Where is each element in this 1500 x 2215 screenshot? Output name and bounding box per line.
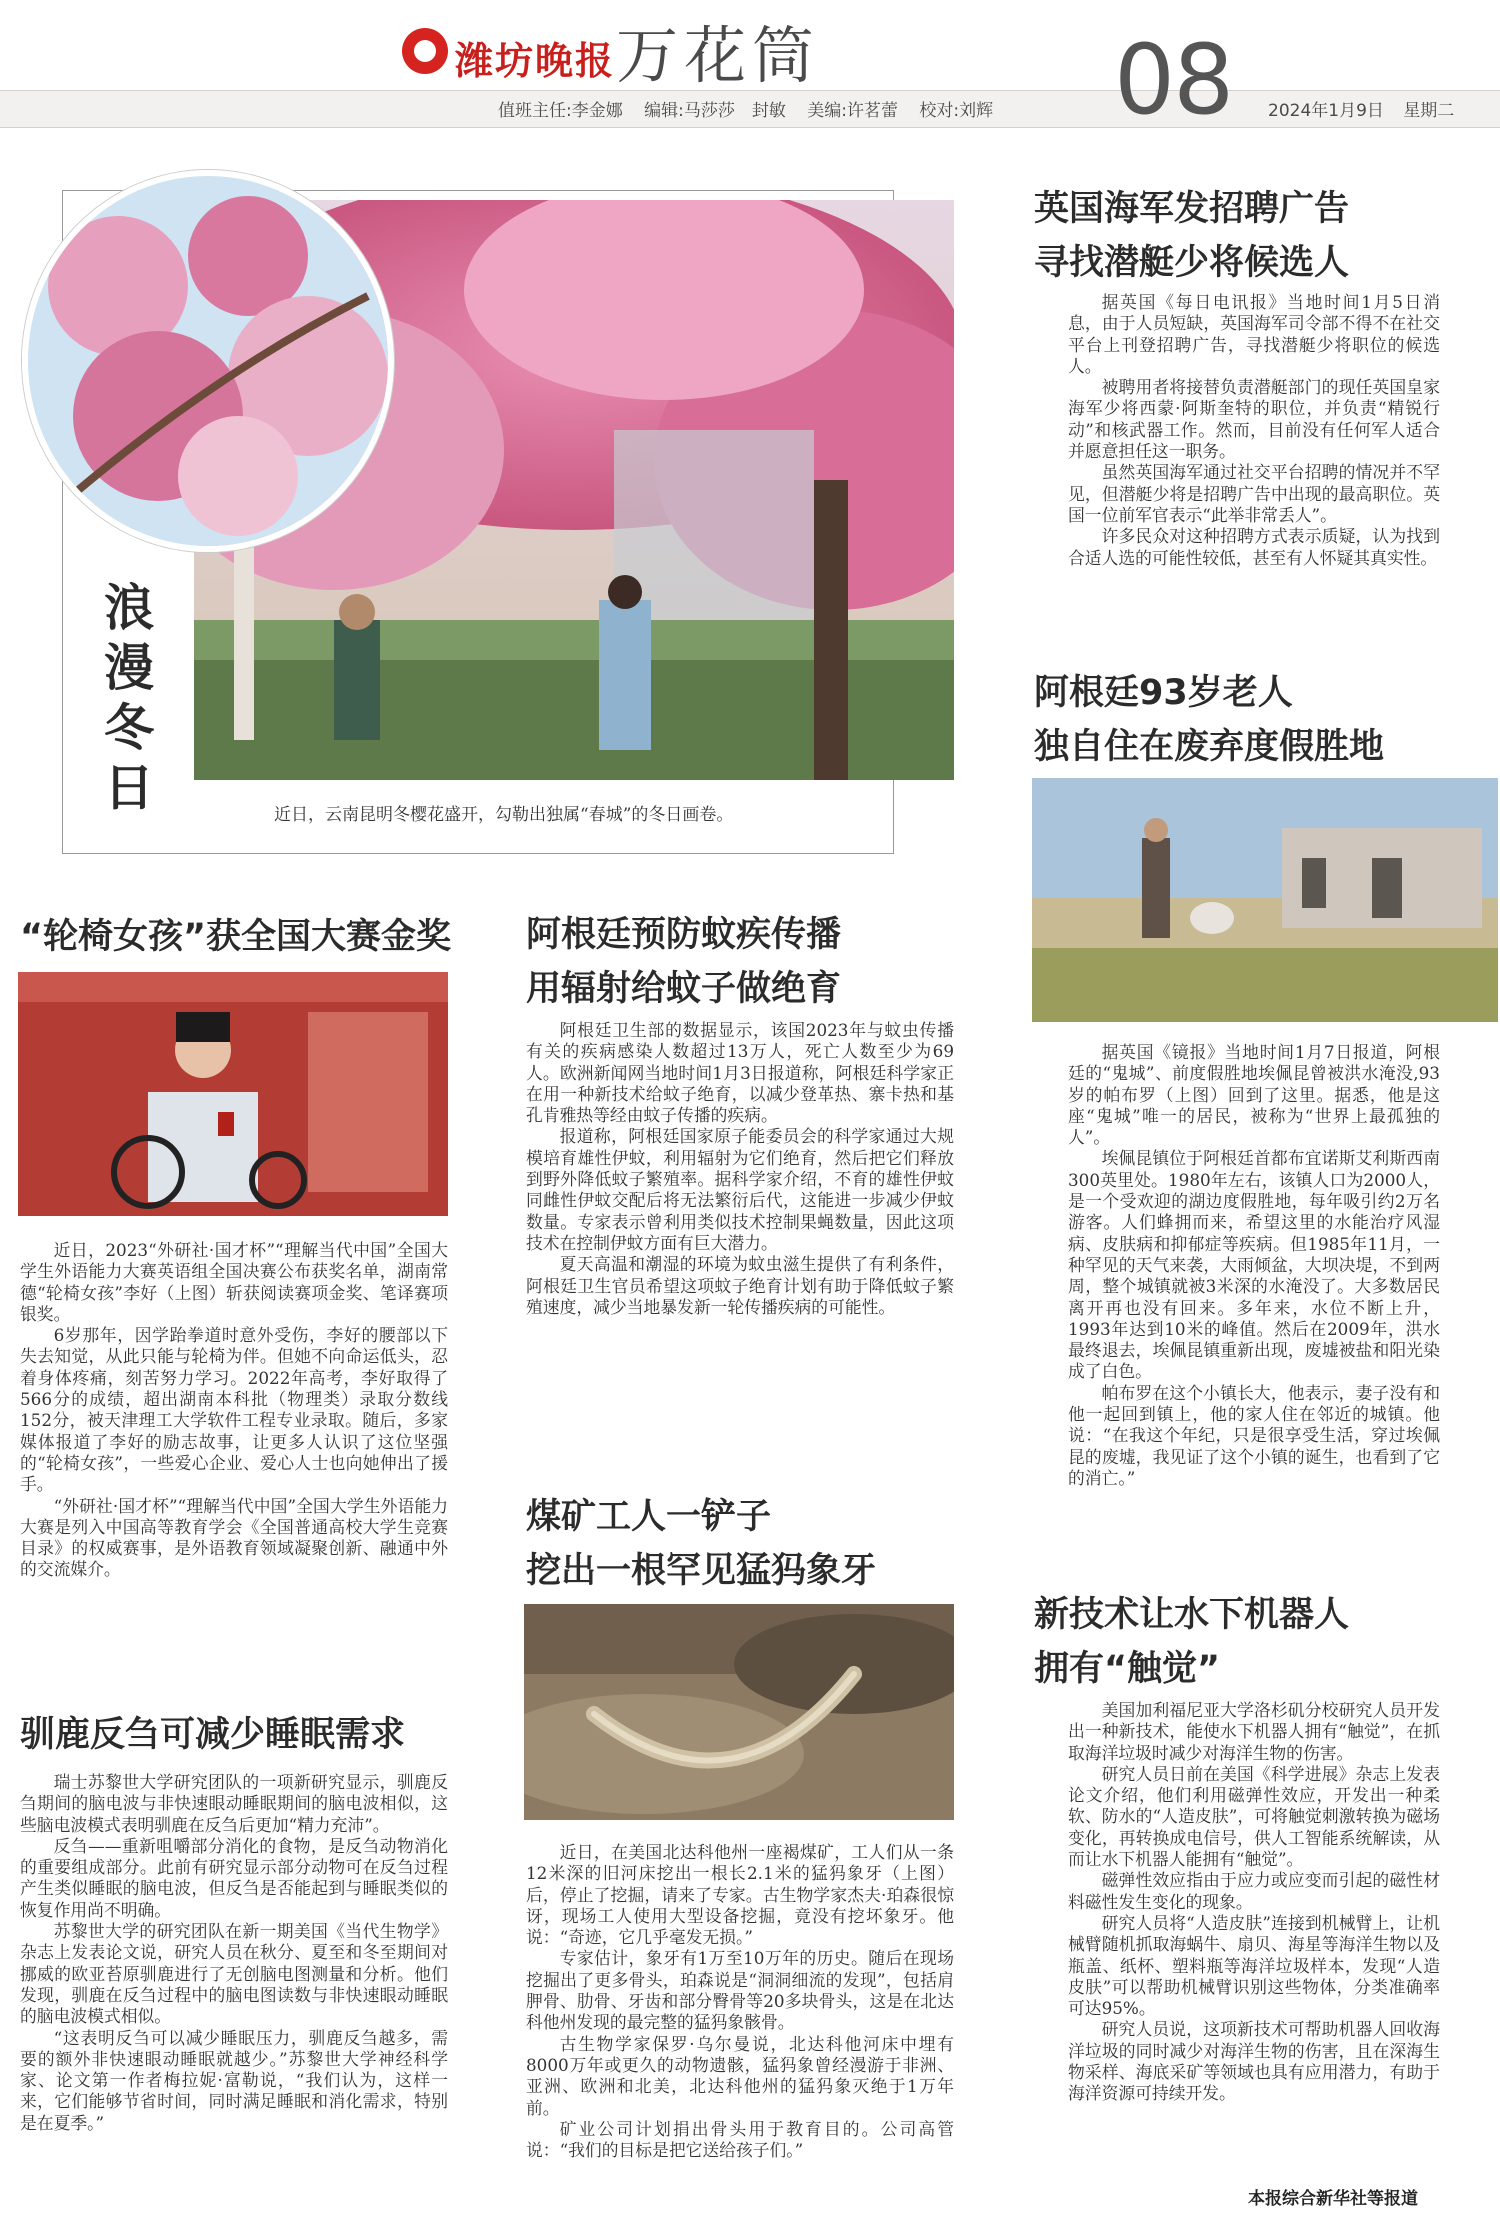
old-man-paragraph: 埃佩昆镇位于阿根廷首都布宜诺斯艾利斯西南300英里处。1980年左右，该镇人口为2000人，是一个受欢迎的湖边度假胜地，每年吸引约2万名游客。人们蜂拥而来，希望这里的水能治疗风湿病、皮肤病和抑郁症等疾病。但1985年11月，一种罕见的天气来袭，大雨倾盆，大坝决堤，不到两周，整个城镇就被3米深的水淹没了。大多数居民离开再也没有回来。多年来，水位不断上升，1993年达到10米的峰值。然后在2009年，洪水最终退去，埃佩昆镇重新出现，废墟被盐和阳光染成了白色。 [1068,1148,1440,1382]
reindeer-paragraph: 瑞士苏黎世大学研究团队的一项新研究显示，驯鹿反刍期间的脑电波与非快速眼动睡眠期间的脑电波相似，这些脑电波模式表明驯鹿在反刍后更加“精力充沛”。 [20,1772,448,1835]
robot-title-line2: 拥有“触觉” [1034,1649,1221,1689]
mammoth-body [526,1842,954,2161]
robot-paragraph: 研究人员将“人造皮肤”连接到机械臂上，让机械臂随机抓取海蜗牛、扇贝、海星等海洋生物以及瓶盖、纸杯、塑料瓶等海洋垃圾样本，发现“人造皮肤”可以帮助机械臂识别这些物体，分类准确率可达95%。 [1068,1912,1440,2019]
old-man-photo [1032,778,1498,1022]
old-man-title-line1: 阿根廷93岁老人 [1034,673,1293,713]
robot-paragraph: 磁弹性效应指由于应力或应变而引起的磁性材料磁性发生变化的现象。 [1068,1870,1440,1912]
feature-caption: 近日，云南昆明冬樱花盛开，勾勒出独属“春城”的冬日画卷。 [274,805,734,825]
navy-paragraph: 虽然英国海军通过社交平台招聘的情况并不罕见，但潜艇少将是招聘广告中出现的最高职位。英国一位前军官表示“此举非常丢人”。 [1068,462,1440,525]
section-title: 万花筒 [616,19,821,92]
old-man-paragraph: 据英国《镜报》当地时间1月7日报道，阿根廷的“鬼城”、前度假胜地埃佩昆曾被洪水淹没,93岁的帕布罗（上图）回到了这里。据悉，他是这座“鬼城”唯一的居民，被称为“世界上最孤独的人”。 [1068,1042,1440,1148]
navy-paragraph: 许多民众对这种招聘方式表示质疑，认为找到合适人选的可能性较低，甚至有人怀疑其真实性。 [1068,526,1440,568]
newspaper-name: 潍坊晚报 [455,39,616,83]
page-number: 08 [1114,24,1233,136]
credit-art-editor: 美编:许茗蕾 [807,101,899,121]
staff-credits [498,96,1009,121]
mosquito-title-line1: 阿根廷预防蚊疾传播 [526,915,842,955]
navy-body [1068,292,1440,569]
mammoth-tusk-photo [524,1604,954,1820]
robot-paragraph: 研究人员日前在美国《科学进展》杂志上发表论文介绍，他们利用磁弹性效应，开发出一种柔软、防水的“人造皮肤”，可将触觉刺激转换为磁场变化，再转换成电信号，供人工智能系统解读，从而让水下机器人能拥有“触觉”。 [1068,1763,1440,1870]
mammoth-paragraph: 近日，在美国北达科他州一座褐煤矿，工人们从一条12米深的旧河床挖出一根长2.1米的猛犸象牙（上图）后，停止了挖掘，请来了专家。古生物学家杰夫·珀森很惊讶，现场工人使用大型设备挖掘，竟没有挖坏象牙。他说：“奇迹，它几乎毫发无损。” [526,1842,954,1948]
source-credit: 本报综合新华社等报道 [1248,2189,1418,2209]
feature-title: 浪漫冬日 [104,579,154,817]
wheelchair-paragraph: “外研社·国才杯”“理解当代中国”全国大学生外语能力大赛是列入中国高等教育学会《全国普通高校大学生竞赛目录》的权威赛事，是外语教育领域凝聚创新、融通中外的交流媒介。 [20,1495,448,1580]
issue-date [1268,96,1468,121]
old-man-title [1034,666,1384,774]
mammoth-title-line1: 煤矿工人一铲子 [526,1497,772,1537]
navy-title [1034,182,1349,290]
weekday-text: 星期二 [1403,101,1455,121]
mosquito-paragraph: 夏天高温和潮湿的环境为蚊虫滋生提供了有利条件，阿根廷卫生官员希望这项蚊子绝育计划有助于降低蚊子繁殖速度，减少当地暴发新一轮传播疾病的可能性。 [526,1254,954,1317]
navy-paragraph: 被聘用者将接替负责潜艇部门的现任英国皇家海军少将西蒙·阿斯奎特的职位，并负责“精锐行动”和核武器工作。然而，目前没有任何军人适合并愿意担任这一职务。 [1068,377,1440,462]
newspaper-logo-icon [402,28,448,74]
old-man-title-line2: 独自住在废弃度假胜地 [1034,727,1385,767]
robot-body [1068,1700,1440,2105]
mosquito-body [526,1020,954,1318]
credit-editor-on-duty: 值班主任:李金娜 [498,101,623,121]
blossom-closeup-inset [22,170,394,552]
mammoth-paragraph: 矿业公司计划捐出骨头用于教育目的。公司高管说：“我们的目标是把它送给孩子们。” [526,2118,954,2161]
old-man-body [1068,1042,1440,1489]
wheelchair-paragraph: 6岁那年，因学跆拳道时意外受伤，李好的腰部以下失去知觉，从此只能与轮椅为伴。但她不向命运低头，忍着身体疼痛，刻苦努力学习。2022年高考，李好取得了566分的成绩，超出湖南本科批（物理类）录取分数线152分，被天津理工大学软件工程专业录取。随后，多家媒体报道了李好的励志故事，让更多人认识了这位坚强的“轮椅女孩”，一些爱心企业、爱心人士也向她伸出了援手。 [20,1325,448,1495]
wheelchair-girl-photo [18,972,448,1216]
mosquito-paragraph: 阿根廷卫生部的数据显示，该国2023年与蚊虫传播有关的疾病感染人数超过13万人，死亡人数至少为69人。欧洲新闻网当地时间1月3日报道称，阿根廷科学家正在用一种新技术给蚊子绝育，以减少登革热、寨卡热和基孔肯雅热等经由蚊子传播的疾病。 [526,1020,954,1126]
reindeer-paragraph: 苏黎世大学的研究团队在新一期美国《当代生物学》杂志上发表论文说，研究人员在秋分、夏至和冬至期间对挪威的欧亚苔原驯鹿进行了无创脑电图测量和分析。他们发现，驯鹿在反刍过程中的脑电图读数与非快速眼动睡眠的脑电波模式相似。 [20,1921,448,2027]
credit-editors: 编辑:马莎莎 封敏 [644,101,786,121]
mosquito-paragraph: 报道称，阿根廷国家原子能委员会的科学家通过大规模培育雄性伊蚊，利用辐射为它们绝育，然后把它们释放到野外降低蚊子繁殖率。据科学家介绍，不育的雄性伊蚊同雌性伊蚊交配后将无法繁衍后代，这能进一步减少伊蚊数量。专家表示曾利用类似技术控制果蝇数量，因此这项技术在控制伊蚊方面有巨大潜力。 [526,1126,954,1253]
reindeer-paragraph: 反刍——重新咀嚼部分消化的食物，是反刍动物消化的重要组成部分。此前有研究显示部分动物可在反刍过程产生类似睡眠的脑电波，但反刍是否能起到与睡眠类似的恢复作用尚不明确。 [20,1835,448,1920]
mammoth-title [526,1490,876,1598]
wheelchair-paragraph: 近日，2023“外研社·国才杯”“理解当代中国”全国大学生外语能力大赛英语组全国决赛公布获奖名单，湖南常德“轮椅女孩”李好（上图）斩获阅读赛项金奖、笔译赛项银奖。 [20,1240,448,1324]
robot-title-line1: 新技术让水下机器人 [1034,1595,1350,1635]
navy-paragraph: 据英国《每日电讯报》当地时间1月5日消息，由于人员短缺，英国海军司令部不得不在社交平台上刊登招聘广告，寻找潜艇少将职位的候选人。 [1068,292,1440,376]
mosquito-title [526,908,841,1016]
reindeer-body [20,1772,448,2134]
robot-paragraph: 研究人员说，这项新技术可帮助机器人回收海洋垃圾的同时减少对海洋生物的伤害，且在深海生物采样、海底采矿等领域也具有应用潜力，有助于海洋资源可持续开发。 [1068,2019,1440,2104]
wheelchair-title: “轮椅女孩”获全国大赛金奖 [20,917,452,957]
reindeer-paragraph: “这表明反刍可以减少睡眠压力，驯鹿反刍越多，需要的额外非快速眼动睡眠就越少。”苏黎世大学神经科学家、论文第一作者梅拉妮·富勒说，“我们认为，这样一来，它们能够节省时间，同时满足睡眠和消化需求，特别是在夏季。” [20,2027,448,2133]
mammoth-paragraph: 古生物学家保罗·乌尔曼说，北达科他河床中埋有8000万年或更久的动物遗骸，猛犸象曾经漫游于非洲、亚洲、欧洲和北美，北达科他州的猛犸象灭绝于1万年前。 [526,2033,954,2118]
navy-title-line2: 寻找潜艇少将候选人 [1034,243,1350,283]
date-text: 2024年1月9日 [1268,101,1384,121]
robot-title [1034,1588,1349,1696]
mosquito-title-line2: 用辐射给蚊子做绝育 [526,969,842,1009]
mammoth-paragraph: 专家估计，象牙有1万至10万年的历史。随后在现场挖掘出了更多骨头，珀森说是“洞洞细流的发现”，包括肩胛骨、肋骨、牙齿和部分臀骨等20多块骨头，这是在北达科他州发现的最完整的猛犸象骸骨。 [526,1948,954,2033]
wheelchair-body [20,1240,448,1581]
robot-paragraph: 美国加利福尼亚大学洛杉矶分校研究人员开发出一种新技术，能使水下机器人拥有“触觉”，在抓取海洋垃圾时减少对海洋生物的伤害。 [1068,1700,1440,1763]
old-man-paragraph: 帕布罗在这个小镇长大，他表示，妻子没有和他一起回到镇上，他的家人住在邻近的城镇。他说：“在我这个年纪，只是很享受生活，穿过埃佩昆的废墟，我见证了这个小镇的诞生，也看到了它的消亡。” [1068,1382,1440,1488]
mammoth-title-line2: 挖出一根罕见猛犸象牙 [526,1551,877,1591]
reindeer-title: 驯鹿反刍可减少睡眠需求 [20,1715,406,1755]
navy-title-line1: 英国海军发招聘广告 [1034,189,1350,229]
credit-proofreader: 校对:刘辉 [919,101,994,121]
